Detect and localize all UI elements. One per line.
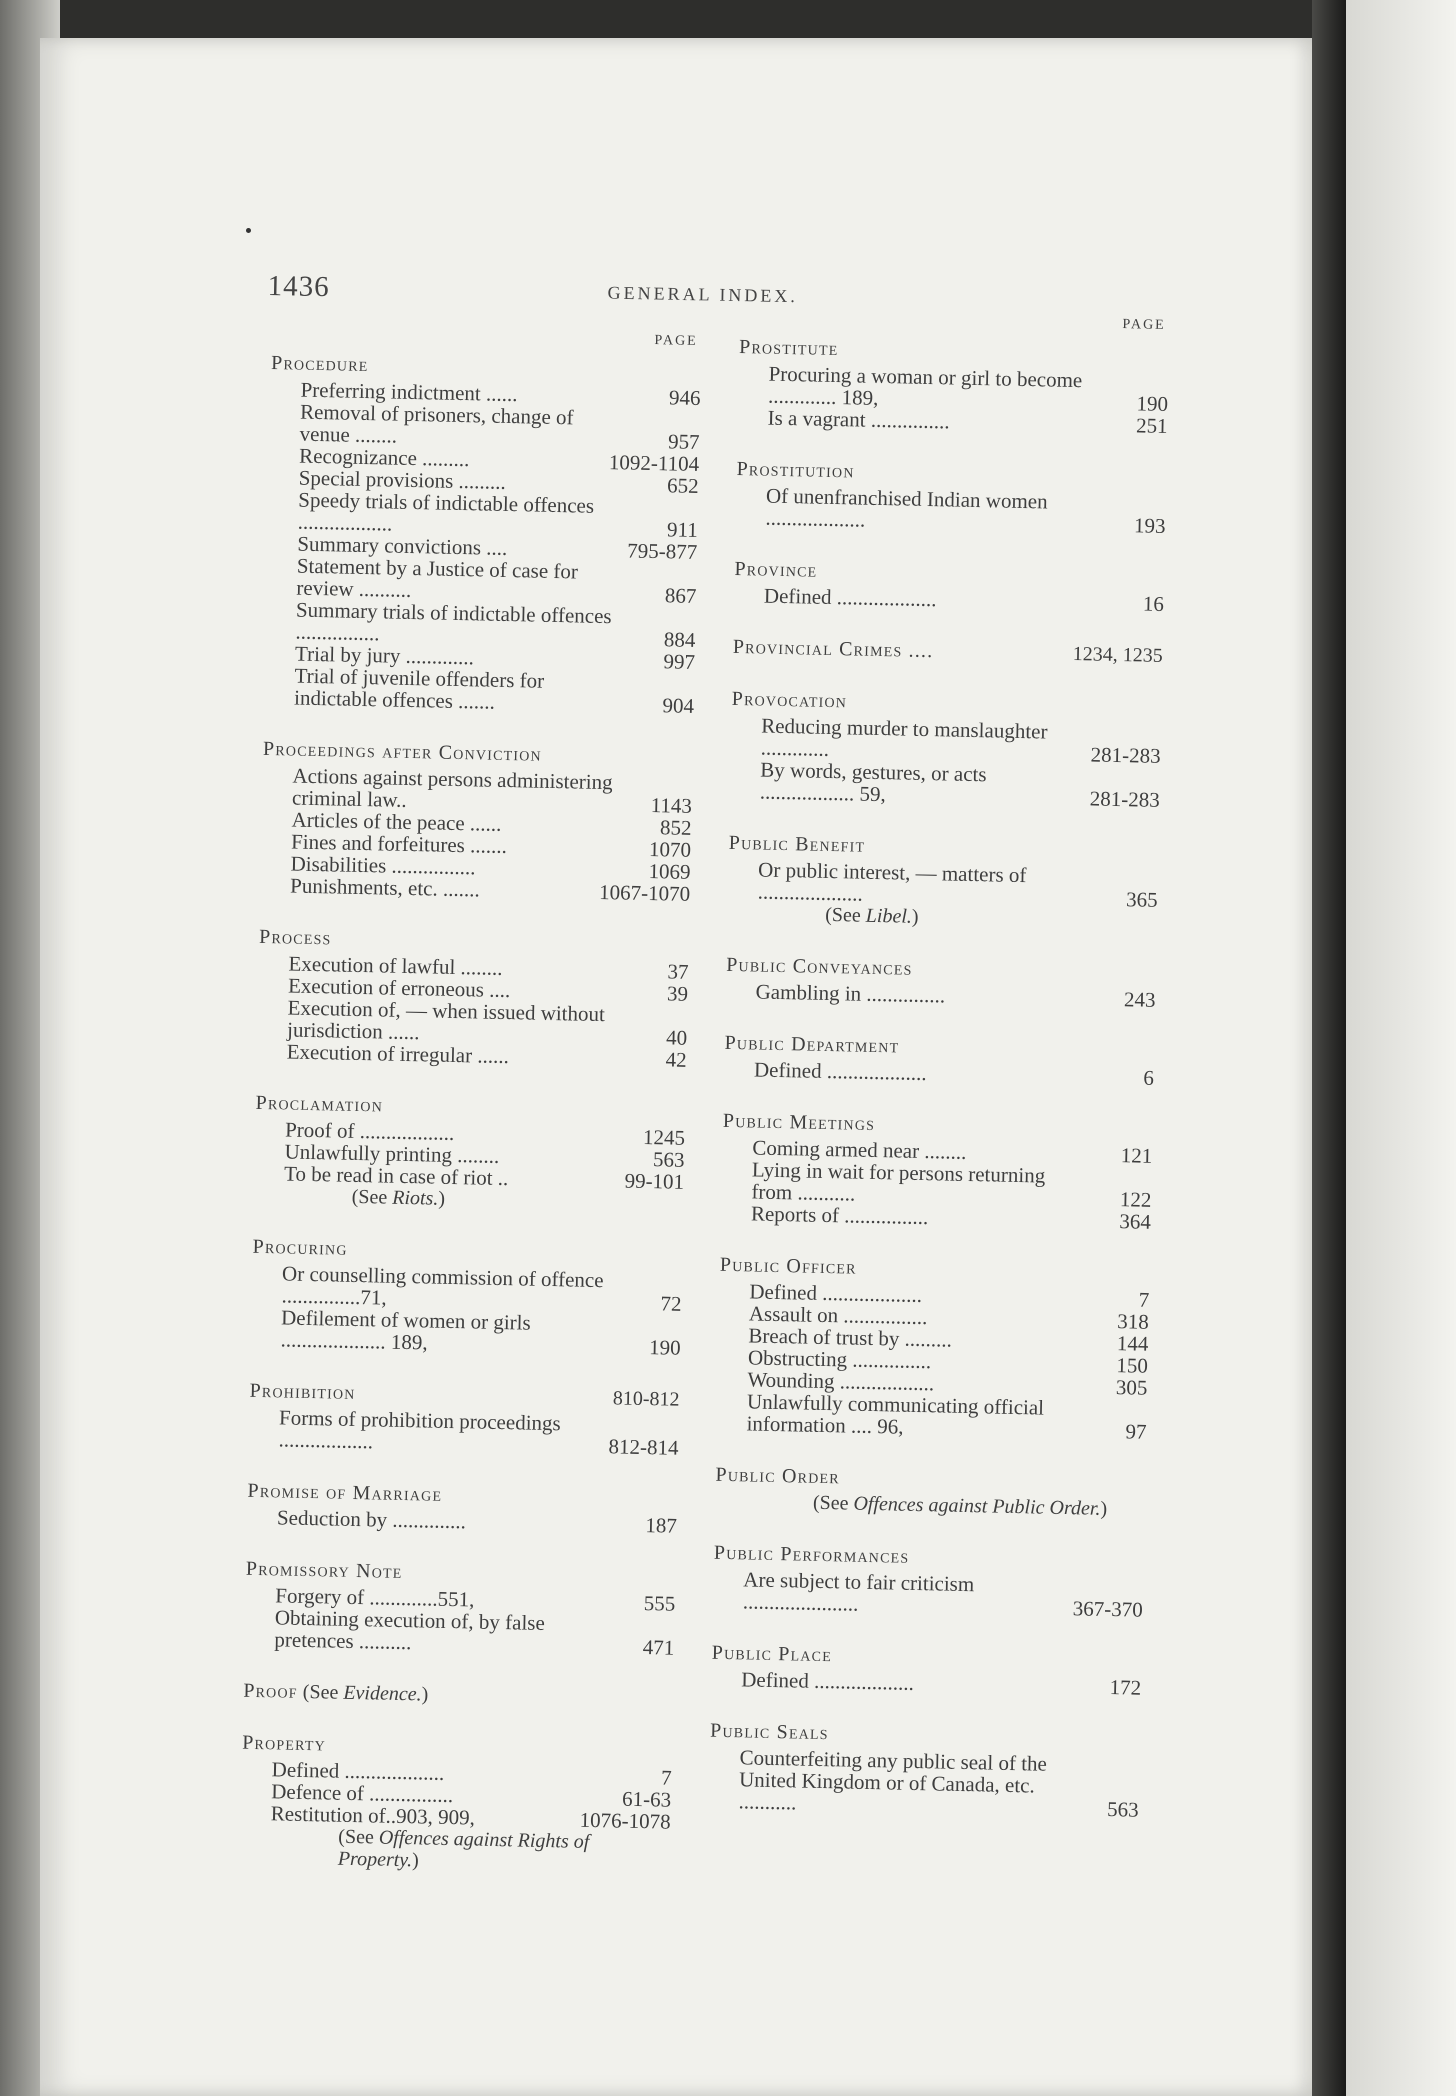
subentry: [734, 584, 1164, 615]
index-column-right: [708, 306, 1170, 1851]
subentry-page-ref: 99-101: [624, 1168, 685, 1194]
subentry-page-ref: 1070: [648, 837, 692, 862]
running-title: GENERAL INDEX.: [607, 282, 799, 307]
page-column-label: PAGE: [654, 333, 698, 349]
entry-heading-text: Public Seals: [709, 1719, 830, 1745]
subentry-page-ref: 7: [660, 1765, 672, 1790]
subentry-text: Execution of erroneous ....: [287, 973, 511, 1003]
index-entry: [247, 1480, 678, 1537]
entry-heading-text: Proof: [243, 1679, 299, 1703]
subentry-text: Coming armed near ........: [752, 1135, 967, 1164]
see-suffix: ): [421, 1683, 429, 1706]
index-entry: [721, 1110, 1153, 1233]
see-prefix: (See: [812, 1491, 849, 1515]
subentry-page-ref: 365: [1125, 887, 1158, 912]
index-entry: [708, 1720, 1140, 1821]
subentry: [735, 484, 1166, 537]
subentry-page-ref: 318: [1117, 1309, 1150, 1334]
subentry: [244, 1606, 675, 1659]
subentry-text: Wounding ..................: [747, 1367, 935, 1396]
subentry-page-ref: 904: [662, 693, 695, 718]
subentry-text: Forgery of .............551,: [275, 1583, 475, 1612]
subentry-text: Gambling in ...............: [755, 979, 946, 1008]
index-entry: [253, 1092, 685, 1215]
entry-heading-text: Prostitution: [736, 457, 855, 483]
subentry-text: Is a vagrant ...............: [767, 405, 950, 434]
index-entry: [264, 352, 701, 717]
subentry-text: Forms of prohibition proceedings ..................: [278, 1405, 561, 1454]
entry-heading-text: Promise of Marriage: [247, 1479, 443, 1506]
see-prefix: (See: [825, 903, 862, 927]
subentry-text: Unlawfully communicating official information .... 96,: [746, 1389, 1045, 1439]
see-suffix: ): [1100, 1497, 1108, 1520]
see-target: Evidence.: [343, 1681, 422, 1706]
index-entry: [715, 1464, 1146, 1521]
entry-heading-text: Public Department: [724, 1031, 900, 1058]
subentry-page-ref: 281-283: [1090, 742, 1161, 768]
subentry: [724, 1058, 1154, 1089]
subentry-page-ref: 193: [1133, 513, 1166, 538]
subentry-text: Seduction by ..............: [276, 1505, 467, 1534]
index-entry: [735, 458, 1166, 537]
subentry-text: Statement by a Justice of case for review ..........: [296, 553, 579, 602]
subentry-text: Recognizance .........: [298, 443, 470, 472]
subentry-text: Articles of the peace ......: [291, 807, 502, 836]
entry-heading-text: Promissory Note: [245, 1557, 403, 1584]
subentry-page-ref: 144: [1116, 1331, 1149, 1356]
heading-page-ref: 810-812: [612, 1387, 680, 1411]
subentry-page-ref: 867: [664, 583, 697, 608]
subentry-text: Unlawfully printing ........: [284, 1139, 500, 1168]
subentry-page-ref: 187: [645, 1513, 678, 1538]
entry-heading-text: Province: [734, 557, 818, 582]
subentry-text: Actions against persons administering criminal law..: [291, 763, 613, 812]
subentry-page-ref: 150: [1116, 1353, 1149, 1378]
subentry-text: Defilement of women or girls .................... 189,: [280, 1305, 531, 1355]
see-target: Riots.: [392, 1186, 439, 1210]
index-entry: [737, 336, 1169, 437]
entry-heading-text: Prohibition: [249, 1379, 356, 1404]
entry-heading-text: Public Conveyances: [725, 953, 913, 980]
subentry-page-ref: 42: [665, 1047, 687, 1072]
subentry-text: Obstructing ...............: [747, 1345, 932, 1374]
index-entry: [250, 1236, 682, 1359]
subentry-page-ref: 795-877: [627, 538, 698, 564]
index-entry: [724, 1032, 1155, 1089]
index-entry: [733, 636, 1163, 667]
subentry-page-ref: 39: [666, 981, 689, 1006]
entry-heading: [243, 1680, 673, 1711]
subentry-text: Obtaining execution of, by false pretences ..........: [274, 1605, 546, 1655]
see-suffix: ): [411, 1849, 419, 1872]
subentry: [725, 980, 1155, 1011]
subentry-text: Speedy trials of indictable offences ..................: [297, 487, 595, 536]
entry-heading: [715, 1464, 1145, 1495]
entry-heading-text: Proclamation: [255, 1091, 384, 1117]
subentry-text: Or counselling commission of offence ...............71,: [281, 1261, 604, 1310]
index-entry: [260, 738, 693, 905]
subentry-page-ref: 471: [642, 1635, 675, 1660]
subentry-text: Defined ...................: [749, 1279, 923, 1308]
subentry-page-ref: 16: [1142, 591, 1165, 616]
index-entry: [248, 1380, 679, 1459]
entry-heading-text: Public Officer: [719, 1253, 857, 1279]
entry-heading-text: Public Meetings: [722, 1109, 876, 1136]
subentry-page-ref: 911: [666, 517, 698, 542]
subentry-page-ref: 1076-1078: [579, 1807, 671, 1834]
subentry-page-ref: 61-63: [621, 1786, 672, 1812]
subentry-page-ref: 6: [1143, 1065, 1155, 1090]
subentry-page-ref: 122: [1119, 1187, 1152, 1212]
subentry-text: Defined ...................: [271, 1757, 445, 1785]
index-entry: [716, 1254, 1150, 1443]
entry-heading-text: Property: [242, 1731, 327, 1756]
entry-heading-text: Provocation: [731, 687, 848, 713]
subentry-text: Proof of ..................: [284, 1117, 455, 1145]
entry-heading-text: Proceedings after Conviction: [262, 737, 543, 766]
entry-heading-text: Public Place: [711, 1641, 833, 1667]
subentry-page-ref: 957: [667, 429, 700, 454]
subentry-text: Assault on ................: [748, 1301, 928, 1330]
subentry-page-ref: 1143: [650, 793, 693, 818]
index-column-left: [239, 322, 702, 1907]
index-entry: [243, 1680, 673, 1711]
subentry-page-ref: 946: [668, 385, 701, 410]
subentry: [730, 758, 1161, 811]
see-prefix: (See: [302, 1680, 339, 1704]
subentry-page-ref: 190: [648, 1335, 681, 1360]
subentry-page-ref: 121: [1120, 1143, 1153, 1168]
subentry-text: Lying in wait for persons returning from ...........: [751, 1157, 1046, 1206]
subentry-text: To be read in case of riot ..: [283, 1161, 509, 1191]
subentry-text: Reducing murder to manslaughter .............: [760, 713, 1048, 761]
see-target: Offences against Public Order.: [853, 1492, 1101, 1520]
see-reference: [298, 1681, 429, 1706]
subentry: [713, 1568, 1144, 1621]
subentry: [711, 1668, 1141, 1699]
subentry-page-ref: 852: [659, 815, 692, 840]
subentry-page-ref: 97: [1125, 1419, 1147, 1444]
index-entry: [725, 954, 1156, 1011]
subentry-text: Trial by jury .............: [294, 641, 475, 670]
subentry-text: Fines and forfeitures .......: [290, 829, 508, 859]
entry-heading-text: Public Benefit: [728, 831, 866, 857]
subentry-page-ref: 555: [643, 1591, 676, 1616]
subentry-page-ref: 997: [663, 649, 696, 674]
subentry-text: Reports of ................: [750, 1201, 929, 1230]
subentry-text: Restitution of..903, 909,: [270, 1801, 476, 1830]
index-entry: [727, 832, 1159, 933]
subentry-page-ref: 305: [1115, 1375, 1148, 1400]
subentry-text: By words, gestures, or acts .................. 59,: [759, 757, 987, 807]
subentry-text: Defence of ................: [270, 1779, 454, 1808]
index-entry: [244, 1558, 676, 1659]
subentry-page-ref: 72: [660, 1291, 682, 1316]
entry-heading-text: Procedure: [270, 351, 369, 377]
subentry-page-ref: 1092-1104: [608, 450, 700, 476]
subentry-text: Defined ...................: [753, 1057, 927, 1086]
subentry-text: Are subject to fair criticism ......................: [742, 1567, 975, 1616]
subentry-text: Execution of, — when issued without jurisdiction ......: [286, 995, 606, 1045]
subentry-page-ref: 563: [1106, 1797, 1139, 1822]
subentry-page-ref: 37: [667, 959, 689, 984]
subentry-page-ref: 884: [663, 627, 696, 652]
heading-page-ref: 1234, 1235: [1072, 643, 1163, 667]
subentry-text: Execution of lawful ........: [288, 951, 503, 980]
subentry-page-ref: 40: [665, 1025, 688, 1050]
index-entry: [713, 1542, 1144, 1621]
ink-speck: [246, 228, 251, 233]
see-prefix: (See: [351, 1185, 388, 1209]
subentry-page-ref: 1245: [642, 1124, 686, 1150]
subentry-text: Counterfeiting any public seal of the United Kingdom or of Canada, etc. ...........: [738, 1745, 1048, 1815]
subentry: [248, 1406, 679, 1459]
subentry-text: Defined ...................: [763, 583, 937, 612]
entry-heading-text: Prostitute: [738, 335, 839, 361]
subentry: [716, 1390, 1147, 1443]
see-prefix: (See: [338, 1825, 375, 1849]
subentry-text: Or public interest, — matters of ....................: [757, 857, 1027, 906]
subentry: [708, 1746, 1139, 1821]
index-entry: [730, 688, 1162, 811]
facing-page-edge: [1346, 0, 1456, 2096]
subentry-page-ref: 190: [1136, 391, 1169, 416]
see-suffix: ): [438, 1187, 446, 1210]
subentry: [247, 1506, 677, 1537]
subentry-page-ref: 1067-1070: [598, 879, 691, 906]
index-entry: [711, 1642, 1142, 1699]
subentry: [728, 858, 1159, 911]
see-reference: [715, 1490, 1145, 1521]
index-entry: [257, 926, 690, 1071]
see-suffix: ): [911, 905, 919, 928]
see-target: Offences against Rights of Property.: [337, 1826, 590, 1872]
index-entry: [240, 1732, 673, 1877]
subentry-page-ref: 243: [1123, 987, 1156, 1012]
subentry-text: Punishments, etc. .......: [289, 873, 480, 902]
subentry-text: Removal of prisoners, change of venue ........: [299, 399, 574, 448]
entry-heading-text: Provincial Crimes ....: [732, 635, 934, 663]
subentry-page-ref: 563: [652, 1147, 685, 1172]
subentry-text: Summary convictions ....: [297, 531, 508, 560]
subentry-page-ref: 367-370: [1072, 1596, 1144, 1622]
subentry: [250, 1306, 681, 1359]
subentry-text: Special provisions .........: [298, 465, 507, 494]
subentry-text: Trial of juvenile offenders for indictable offences .......: [293, 663, 545, 714]
subentry-page-ref: 281-283: [1089, 786, 1160, 812]
book-gutter: [1312, 0, 1346, 2096]
entry-heading-text: Procuring: [252, 1235, 348, 1260]
subentry-page-ref: 1069: [648, 859, 691, 884]
page-number: 1436: [267, 270, 330, 304]
subentry-text: Summary trials of indictable offences ................: [295, 597, 612, 646]
page-column-label: PAGE: [1122, 317, 1166, 333]
subentry-page-ref: 364: [1119, 1209, 1152, 1234]
see-target: Libel.: [865, 904, 913, 928]
entry-heading-text: Public Performances: [713, 1541, 910, 1568]
subentry-text: Disabilities ................: [290, 851, 476, 880]
subentry-text: Procuring a woman or girl to become ............. 189,: [767, 361, 1083, 410]
subentry-page-ref: 172: [1109, 1675, 1142, 1700]
subentry-text: Of unenfranchised Indian women ...................: [765, 483, 1048, 532]
subentry-page-ref: 812-814: [608, 1434, 679, 1460]
subentry-text: Breach of trust by .........: [748, 1323, 953, 1352]
entry-heading-text: Public Order: [715, 1463, 841, 1489]
entry-heading: [733, 636, 1163, 667]
subentry-text: Preferring indictment ......: [300, 377, 518, 407]
subentry: [264, 664, 695, 717]
subentry-text: Defined ...................: [740, 1667, 915, 1695]
subentry-page-ref: 251: [1135, 413, 1168, 438]
subentry-page-ref: 652: [666, 473, 699, 498]
subentry-page-ref: 7: [1138, 1287, 1150, 1312]
index-entry: [734, 558, 1165, 615]
subentry-text: Execution of irregular ......: [286, 1039, 510, 1069]
entry-heading-text: Process: [258, 925, 332, 950]
